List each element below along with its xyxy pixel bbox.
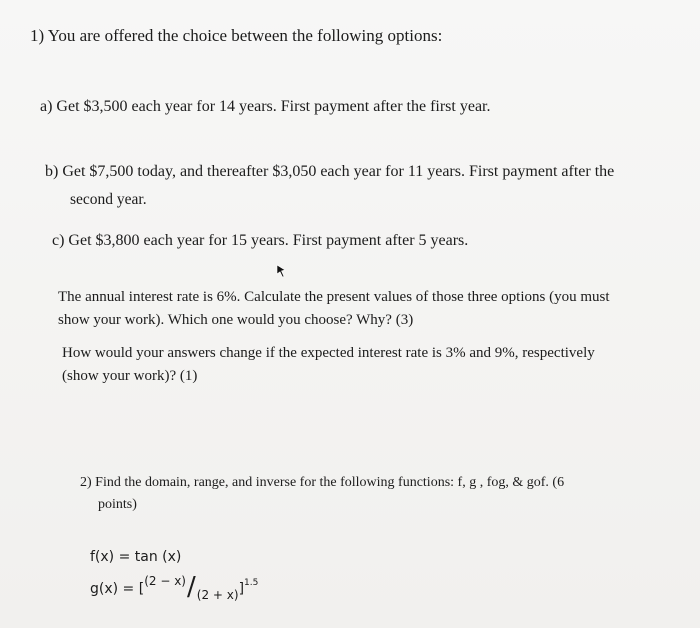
g-exponent: 1.5: [244, 578, 259, 588]
question-1-heading: 1) You are offered the choice between the following options:: [30, 26, 443, 45]
interest-paragraph-line-2: show your work). Which one would you choose? Why? (3): [58, 312, 414, 328]
interest-paragraph-line-1: The annual interest rate is 6%. Calculate the present values of those three options (you must: [58, 289, 610, 305]
change-paragraph-line-1: How would your answers change if the expected interest rate is 3% and 9%, respectively: [62, 345, 595, 361]
option-b-line-1: b) Get $7,500 today, and thereafter $3,050 each year for 11 years. First payment after the: [45, 163, 615, 180]
g-fraction-slash: /: [187, 572, 196, 602]
option-b-line-2: second year.: [70, 191, 147, 208]
option-c: c) Get $3,800 each year for 15 years. First payment after 5 years.: [52, 232, 469, 249]
option-a: a) Get $3,500 each year for 14 years. First payment after the first year.: [40, 98, 491, 115]
question-2-line-2: points): [98, 497, 137, 512]
g-denominator: (2 + x): [196, 588, 239, 602]
question-2-line-1: 2) Find the domain, range, and inverse for the following functions: f, g , fog, & gof. (6: [80, 475, 565, 490]
g-close-bracket: ]: [238, 581, 245, 597]
g-numerator: (2 − x): [144, 574, 186, 588]
g-lhs: g(x) = [: [90, 581, 145, 597]
function-g-definition: [90, 570, 258, 600]
function-f-definition: f(x) = tan (x): [90, 549, 182, 565]
mouse-pointer-icon: [276, 264, 286, 278]
change-paragraph-line-2: (show your work)? (1): [62, 368, 198, 384]
